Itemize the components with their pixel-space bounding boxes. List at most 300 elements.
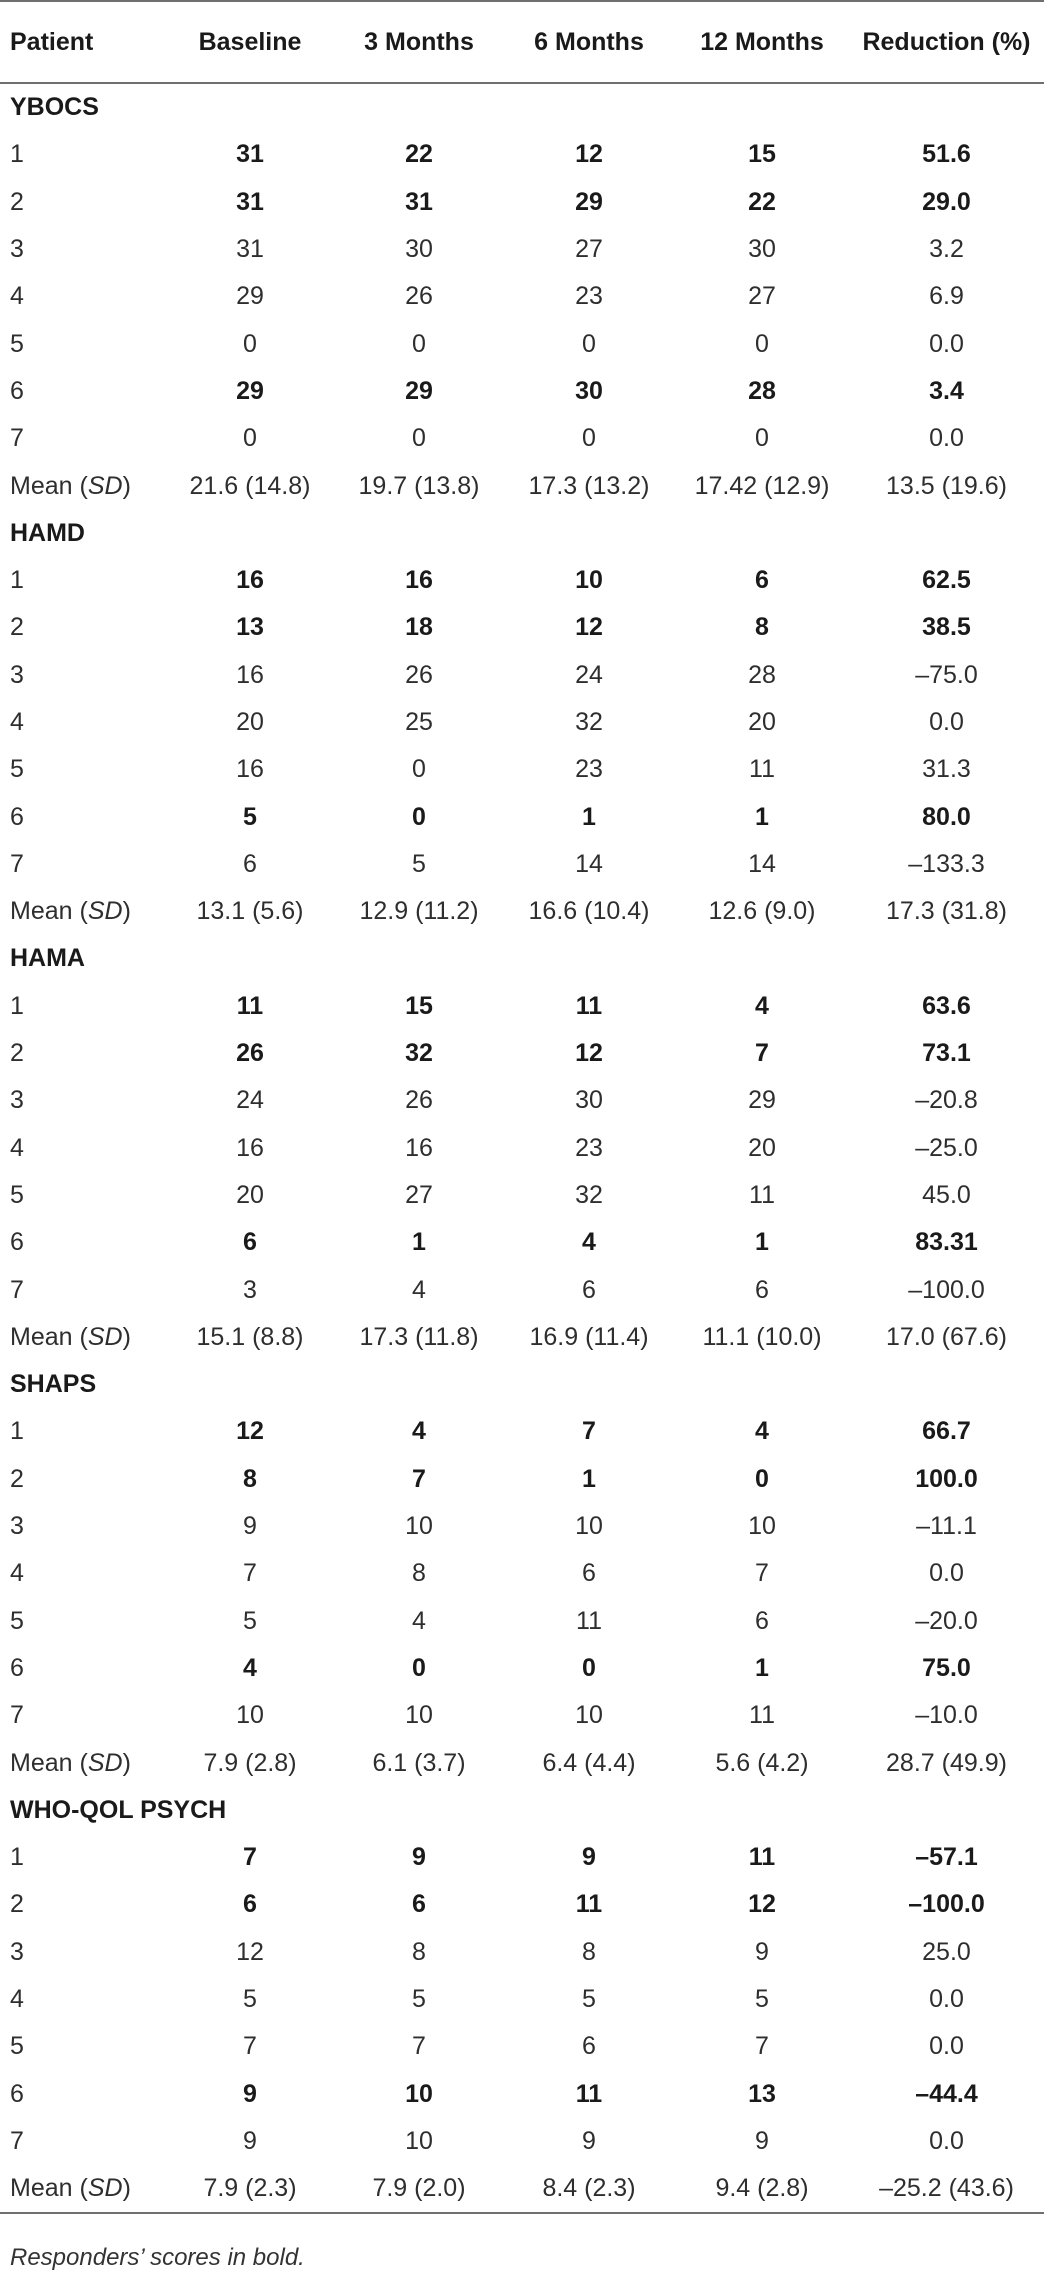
patient-cell: 5 <box>10 1180 24 1209</box>
value-cell: 0.0 <box>929 708 964 736</box>
patient-cell: 7 <box>10 424 24 453</box>
value-cell: 27 <box>575 235 603 264</box>
value-cell: –11.1 <box>916 1512 977 1541</box>
value-cell: 6 <box>582 2032 596 2061</box>
value-cell: 9 <box>582 1843 596 1872</box>
table-row <box>0 415 1044 462</box>
value-cell: 1 <box>755 802 769 831</box>
table-row <box>0 1125 1044 1172</box>
footnote: Responders’ scores in bold. <box>10 2244 305 2271</box>
patient-cell: 3 <box>10 235 24 264</box>
mean-value-cell: 8.4 (2.3) <box>503 2165 675 2213</box>
value-cell: 10 <box>236 1701 264 1730</box>
value-cell: 6 <box>755 1275 769 1304</box>
value-cell: 26 <box>405 282 433 311</box>
patient-cell: 4 <box>10 1133 24 1162</box>
section-header-row <box>0 1787 1044 1834</box>
value-cell: –75.0 <box>915 660 978 689</box>
mean-value-cell: 12.6 (9.0) <box>708 897 816 926</box>
value-cell: 51.6 <box>922 140 971 169</box>
sd-label: SD <box>87 2174 123 2203</box>
mean-label: Mean <box>10 1322 73 1351</box>
value-cell: 8 <box>412 1937 426 1966</box>
mean-value-cell: 13.5 (19.6) <box>886 471 1007 500</box>
mean-value-cell: 28.7 (49.9) <box>886 1748 1007 1777</box>
table-row <box>0 1030 1044 1077</box>
value-cell: 16 <box>236 755 264 784</box>
value-cell: 12 <box>575 140 603 169</box>
table-row <box>0 1976 1044 2023</box>
mean-value-cell: 21.6 (14.8) <box>189 471 311 500</box>
value-cell: 11 <box>749 755 775 784</box>
value-cell: 23 <box>575 755 603 784</box>
patient-cell: 4 <box>10 1559 24 1588</box>
value-cell: 45.0 <box>922 1180 971 1209</box>
value-cell: 31 <box>405 187 433 216</box>
value-cell: 7 <box>755 1559 769 1588</box>
patient-cell: 2 <box>10 187 24 216</box>
value-cell: 22 <box>405 140 433 169</box>
value-cell: 26 <box>405 660 433 689</box>
mean-value-cell: –25.2 (43.6) <box>849 2165 1044 2213</box>
value-cell: 0 <box>412 755 426 784</box>
table-row <box>0 1266 1044 1313</box>
value-cell: 12 <box>236 1937 264 1966</box>
patient-cell: 5 <box>10 1606 24 1635</box>
value-cell: 9 <box>755 1937 769 1966</box>
value-cell: 26 <box>405 1086 433 1115</box>
header-patient: Patient <box>0 1 165 83</box>
value-cell: 9 <box>412 1843 426 1872</box>
value-cell: 30 <box>575 1086 603 1115</box>
mean-value-cell: 17.3 (11.8) <box>359 1322 479 1351</box>
patient-cell: 7 <box>10 1275 24 1304</box>
section-title: WHO-QOL PSYCH <box>10 1795 227 1824</box>
value-cell: –57.1 <box>915 1843 978 1872</box>
value-cell: 16 <box>236 1133 264 1162</box>
value-cell: 5 <box>412 849 426 878</box>
table-row <box>0 1503 1044 1550</box>
value-cell: 27 <box>405 1180 433 1209</box>
value-cell: 26 <box>236 1039 264 1068</box>
mean-value-cell: 6.4 (4.4) <box>542 1748 636 1777</box>
patient-cell: 7 <box>10 1701 24 1730</box>
value-cell: 0 <box>582 424 596 453</box>
value-cell: 24 <box>575 660 603 689</box>
value-cell: 7 <box>755 1039 769 1068</box>
table-row <box>0 746 1044 793</box>
table-row <box>0 699 1044 746</box>
value-cell: 5 <box>412 1985 426 2014</box>
value-cell: 7 <box>412 1464 426 1493</box>
value-cell: 29.0 <box>922 187 971 216</box>
mean-value-cell: 15.1 (8.8) <box>196 1322 304 1351</box>
table-row <box>0 557 1044 604</box>
value-cell: 0 <box>412 802 426 831</box>
mean-value-cell: 7.9 (2.0) <box>335 2165 503 2213</box>
section-title: HAMA <box>10 944 85 973</box>
value-cell: –133.3 <box>908 849 985 878</box>
value-cell: 62.5 <box>922 566 971 595</box>
table-row <box>0 1645 1044 1692</box>
patient-cell: 3 <box>10 1512 24 1541</box>
value-cell: 20 <box>748 708 776 736</box>
mean-label-cell: Mean (SD) <box>0 2165 165 2213</box>
value-cell: 14 <box>575 849 603 878</box>
table-row <box>0 1550 1044 1597</box>
table-row <box>0 1172 1044 1219</box>
value-cell: 27 <box>748 282 776 311</box>
value-cell: 30 <box>405 235 433 264</box>
value-cell: 4 <box>412 1606 426 1635</box>
value-cell: 38.5 <box>922 613 971 642</box>
value-cell: 80.0 <box>922 802 971 831</box>
value-cell: 20 <box>236 708 264 736</box>
patient-cell: 1 <box>10 140 24 169</box>
value-cell: 83.31 <box>915 1228 978 1257</box>
value-cell: 12 <box>575 1039 603 1068</box>
mean-row <box>0 1314 1044 1361</box>
header-baseline: Baseline <box>165 1 335 83</box>
value-cell: 15 <box>748 140 776 169</box>
patient-cell: 3 <box>10 1937 24 1966</box>
value-cell: 15 <box>405 991 433 1020</box>
table-row <box>0 841 1044 888</box>
value-cell: 7 <box>412 2032 426 2061</box>
value-cell: 29 <box>405 376 433 405</box>
value-cell: 12 <box>236 1417 264 1446</box>
section-header-row <box>0 83 1044 131</box>
value-cell: –100.0 <box>908 1890 985 1919</box>
value-cell: 23 <box>575 1133 603 1162</box>
value-cell: 8 <box>755 613 769 642</box>
table-row <box>0 179 1044 226</box>
value-cell: 29 <box>748 1086 776 1115</box>
value-cell: 11 <box>575 1890 603 1919</box>
value-cell: 3.2 <box>929 235 964 264</box>
section-header-row <box>0 1361 1044 1408</box>
value-cell: 10 <box>575 1701 603 1730</box>
patient-cell: 5 <box>10 329 24 358</box>
table-body <box>0 83 1044 2213</box>
table-row <box>0 368 1044 415</box>
patient-cell: 6 <box>10 1228 24 1257</box>
value-cell: 3.4 <box>929 376 964 405</box>
value-cell: 31.3 <box>922 755 971 784</box>
value-cell: 6 <box>243 1228 257 1257</box>
value-cell: 11 <box>236 991 264 1020</box>
sd-label: SD <box>87 1748 123 1777</box>
mean-row <box>0 888 1044 935</box>
value-cell: 6.9 <box>929 282 964 311</box>
sd-label: SD <box>87 1322 123 1351</box>
mean-label: Mean <box>10 471 73 500</box>
value-cell: –44.4 <box>915 2079 978 2108</box>
value-cell: 12 <box>748 1890 776 1919</box>
mean-value-cell: 17.3 (31.8) <box>886 897 1007 926</box>
mean-row <box>0 1739 1044 1786</box>
value-cell: 0 <box>755 1464 769 1493</box>
section-header-row <box>0 510 1044 557</box>
value-cell: 0 <box>755 424 769 453</box>
value-cell: 31 <box>236 235 264 264</box>
header-3-months: 3 Months <box>335 1 503 83</box>
sd-label: SD <box>87 897 123 926</box>
mean-value-cell: 12.9 (11.2) <box>359 897 479 926</box>
value-cell: 13 <box>748 2079 776 2108</box>
value-cell: 1 <box>755 1653 769 1682</box>
patient-cell: 7 <box>10 2126 24 2155</box>
value-cell: 7 <box>582 1417 596 1446</box>
patient-cell: 4 <box>10 708 24 736</box>
value-cell: 16 <box>405 1133 433 1162</box>
mean-value-cell: 9.4 (2.8) <box>675 2165 849 2213</box>
mean-label-cell: Mean (SD) <box>10 471 131 500</box>
value-cell: 0 <box>755 329 769 358</box>
mean-value-cell: 6.1 (3.7) <box>372 1748 466 1777</box>
value-cell: 32 <box>575 1180 603 1209</box>
mean-value-cell: 17.3 (13.2) <box>528 471 650 500</box>
value-cell: 30 <box>575 376 603 405</box>
mean-row <box>0 2165 1044 2213</box>
mean-label-cell: Mean (SD) <box>10 1748 131 1777</box>
value-cell: 73.1 <box>922 1039 971 1068</box>
patient-cell: 6 <box>10 802 24 831</box>
section-header-row <box>0 935 1044 982</box>
value-cell: 29 <box>236 282 264 311</box>
patient-cell: 5 <box>10 2032 24 2061</box>
table-row <box>0 2023 1044 2070</box>
value-cell: 7 <box>243 2032 257 2061</box>
value-cell: 4 <box>755 1417 769 1446</box>
value-cell: 28 <box>748 376 776 405</box>
value-cell: 0.0 <box>929 2126 964 2155</box>
value-cell: 0 <box>582 329 596 358</box>
sd-label: SD <box>87 471 123 500</box>
patient-cell: 6 <box>10 2079 24 2108</box>
mean-value-cell: 11.1 (10.0) <box>702 1322 822 1351</box>
value-cell: 6 <box>755 566 769 595</box>
value-cell: 11 <box>749 1701 775 1730</box>
value-cell: 9 <box>582 2126 596 2155</box>
mean-value-cell: 19.7 (13.8) <box>358 471 480 500</box>
header-6-months: 6 Months <box>503 1 675 83</box>
table-row <box>0 793 1044 840</box>
value-cell: 29 <box>236 376 264 405</box>
value-cell: 8 <box>412 1559 426 1588</box>
patient-cell: 6 <box>10 376 24 405</box>
value-cell: 1 <box>582 1464 596 1493</box>
value-cell: 10 <box>405 2079 433 2108</box>
value-cell: 28 <box>748 660 776 689</box>
patient-cell: 1 <box>10 1843 24 1872</box>
value-cell: 30 <box>748 235 776 264</box>
value-cell: 20 <box>748 1133 776 1162</box>
value-cell: 10 <box>748 1512 776 1541</box>
value-cell: 4 <box>582 1228 596 1257</box>
patient-cell: 2 <box>10 1890 24 1919</box>
mean-value-cell: 17.42 (12.9) <box>694 471 830 500</box>
value-cell: 9 <box>243 2126 257 2155</box>
value-cell: 0 <box>412 1653 426 1682</box>
value-cell: 0.0 <box>929 329 964 358</box>
patient-cell: 1 <box>10 991 24 1020</box>
header-12-months: 12 Months <box>675 1 849 83</box>
table-row <box>0 320 1044 367</box>
value-cell: 16 <box>236 566 264 595</box>
value-cell: 6 <box>412 1890 426 1919</box>
value-cell: 32 <box>405 1039 433 1068</box>
table-row <box>0 1456 1044 1503</box>
value-cell: 0 <box>412 424 426 453</box>
mean-row <box>0 462 1044 509</box>
patient-cell: 1 <box>10 566 24 595</box>
value-cell: 5 <box>243 802 257 831</box>
value-cell: 6 <box>582 1559 596 1588</box>
mean-value-cell: 5.6 (4.2) <box>715 1748 809 1777</box>
value-cell: 0 <box>243 329 257 358</box>
patient-cell: 5 <box>10 755 24 784</box>
mean-label: Mean <box>10 1748 73 1777</box>
table-row <box>0 604 1044 651</box>
value-cell: 0 <box>243 424 257 453</box>
value-cell: 32 <box>575 708 603 736</box>
table-row <box>0 131 1044 178</box>
patient-cell: 4 <box>10 282 24 311</box>
value-cell: 75.0 <box>922 1653 971 1682</box>
value-cell: 31 <box>236 140 264 169</box>
value-cell: –10.0 <box>915 1701 978 1730</box>
table-row <box>0 1929 1044 1976</box>
value-cell: 5 <box>582 1985 596 2014</box>
value-cell: 4 <box>755 991 769 1020</box>
mean-label: Mean <box>10 897 73 926</box>
patient-cell: 3 <box>10 660 24 689</box>
value-cell: 22 <box>748 187 776 216</box>
value-cell: 14 <box>748 849 776 878</box>
value-cell: 10 <box>405 1701 433 1730</box>
value-cell: 6 <box>755 1606 769 1635</box>
table-row <box>0 1408 1044 1455</box>
header-reduction: Reduction (%) <box>849 1 1044 83</box>
table-row <box>0 226 1044 273</box>
patient-cell: 2 <box>10 613 24 642</box>
value-cell: 8 <box>582 1937 596 1966</box>
value-cell: 5 <box>755 1985 769 2014</box>
mean-label-cell: Mean (SD) <box>10 897 131 926</box>
table-row <box>0 652 1044 699</box>
value-cell: 23 <box>575 282 603 311</box>
mean-value-cell: 7.9 (2.3) <box>165 2165 335 2213</box>
value-cell: 6 <box>582 1275 596 1304</box>
value-cell: 5 <box>243 1985 257 2014</box>
value-cell: 7 <box>243 1559 257 1588</box>
value-cell: 0.0 <box>929 1559 964 1588</box>
patient-cell: 3 <box>10 1086 24 1115</box>
mean-value-cell: 13.1 (5.6) <box>196 897 304 926</box>
value-cell: –25.0 <box>915 1133 978 1162</box>
value-cell: 66.7 <box>922 1417 971 1446</box>
table-row <box>0 2070 1044 2117</box>
table-row <box>0 2118 1044 2165</box>
value-cell: 0.0 <box>929 1985 964 2014</box>
patient-cell: 2 <box>10 1039 24 1068</box>
value-cell: 10 <box>575 566 603 595</box>
table-row <box>0 273 1044 320</box>
value-cell: 4 <box>243 1653 257 1682</box>
value-cell: 11 <box>576 1606 602 1635</box>
value-cell: 24 <box>236 1086 264 1115</box>
table-row <box>0 1598 1044 1645</box>
table-row <box>0 1077 1044 1124</box>
mean-label: Mean <box>10 2174 73 2203</box>
value-cell: 1 <box>582 802 596 831</box>
value-cell: 100.0 <box>915 1464 978 1493</box>
table-row <box>0 1692 1044 1739</box>
value-cell: 7 <box>243 1843 257 1872</box>
value-cell: 8 <box>243 1464 257 1493</box>
value-cell: 10 <box>405 1512 433 1541</box>
table-row <box>0 1881 1044 1928</box>
value-cell: 13 <box>236 613 264 642</box>
value-cell: 63.6 <box>922 991 971 1020</box>
value-cell: 16 <box>236 660 264 689</box>
value-cell: 16 <box>405 566 433 595</box>
value-cell: 11 <box>575 991 603 1020</box>
value-cell: 4 <box>412 1417 426 1446</box>
header-row <box>0 1 1044 83</box>
patient-cell: 4 <box>10 1985 24 2014</box>
value-cell: –20.0 <box>915 1606 978 1635</box>
mean-value-cell: 16.9 (11.4) <box>529 1322 649 1351</box>
mean-value-cell: 16.6 (10.4) <box>528 897 650 926</box>
value-cell: 0 <box>582 1653 596 1682</box>
table-row <box>0 1219 1044 1266</box>
value-cell: 9 <box>243 2079 257 2108</box>
value-cell: –20.8 <box>915 1086 978 1115</box>
value-cell: 0 <box>412 329 426 358</box>
value-cell: 9 <box>243 1512 257 1541</box>
value-cell: 1 <box>755 1228 769 1257</box>
patient-cell: 1 <box>10 1417 24 1446</box>
value-cell: 31 <box>236 187 264 216</box>
value-cell: 20 <box>236 1180 264 1209</box>
table-row <box>0 983 1044 1030</box>
value-cell: 18 <box>405 613 433 642</box>
value-cell: 5 <box>243 1606 257 1635</box>
patient-cell: 7 <box>10 849 24 878</box>
value-cell: 10 <box>575 1512 603 1541</box>
section-title: YBOCS <box>10 93 99 122</box>
value-cell: 6 <box>243 849 257 878</box>
value-cell: 11 <box>575 2079 603 2108</box>
mean-value-cell: 17.0 (67.6) <box>886 1322 1007 1351</box>
value-cell: 11 <box>748 1843 776 1872</box>
value-cell: 10 <box>405 2126 433 2155</box>
value-cell: 0.0 <box>929 424 964 453</box>
value-cell: –100.0 <box>908 1275 985 1304</box>
value-cell: 7 <box>755 2032 769 2061</box>
mean-label-cell: Mean (SD) <box>10 1322 131 1351</box>
value-cell: 4 <box>412 1275 426 1304</box>
patient-cell: 6 <box>10 1653 24 1682</box>
table-row <box>0 1834 1044 1881</box>
section-title: SHAPS <box>10 1370 97 1399</box>
value-cell: 25.0 <box>922 1937 971 1966</box>
value-cell: 6 <box>243 1890 257 1919</box>
mean-value-cell: 7.9 (2.8) <box>203 1748 297 1777</box>
value-cell: 11 <box>749 1180 775 1209</box>
